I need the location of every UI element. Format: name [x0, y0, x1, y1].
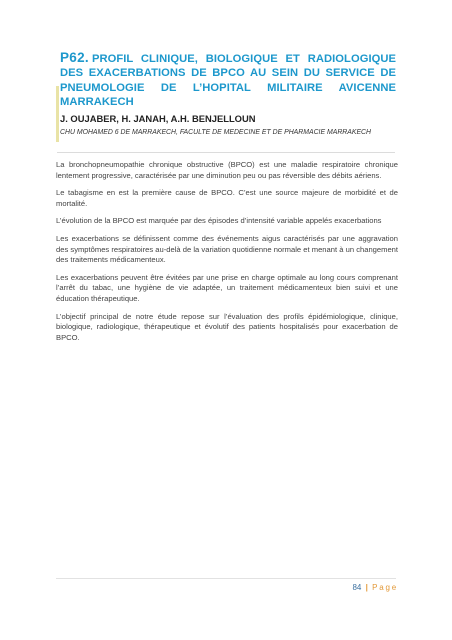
article-title [60, 51, 396, 109]
article-affiliation: CHU MOHAMED 6 DE MARRAKECH, FACULTE DE MEDECINE ET DE PHARMACIE MARRAKECH [60, 129, 372, 137]
page-separator: | [365, 583, 368, 592]
body-paragraph: L’objectif principal de notre étude repose sur l’évaluation des profils épidémiologique, clinique, biologique, radiologique, thérapeutique et évolutif des patients hospitalisés pour exacerbation de BPCO. [56, 311, 398, 342]
body-paragraph: Les exacerbations se définissent comme des événements aigus caractérisés par une aggravation des symptômes respiratoires au-delà de la variation quotidienne normale et menant à un changement des traitements médicamenteux. [56, 233, 398, 265]
article-authors: J. OUJABER, H. JANAH, A.H. BENJELLOUN [60, 113, 256, 125]
article-title-text: PROFIL CLINIQUE, BIOLOGIQUE ET RADIOLOGIQUE DES EXACERBATIONS DE BPCO AU SEIN DU SERVICE DE PNEUMOLOGIE DE L’HOPITAL MILITAIRE AVICENNE MARRAKECH [60, 53, 396, 108]
body-paragraph: L’évolution de la BPCO est marquée par des épisodes d’intensité variable appelés exacerbations [56, 216, 382, 226]
body-paragraph: Le tabagisme en est la première cause de BPCO. C’est une source majeure de morbidité et de mortalité. [56, 188, 398, 208]
article-code: P62. [60, 50, 89, 65]
page-label: Page [372, 583, 398, 592]
article-header [60, 51, 396, 137]
body-paragraph: Les exacerbations peuvent être évitées par une prise en charge optimale au long cours comprenant l’arrêt du tabac, une hygiène de vie adaptée, un traitement médicamenteux bien suivi et une éducation thérapeutique. [56, 272, 398, 303]
title-accent-bar [56, 86, 59, 142]
page-number: 84 [352, 583, 362, 592]
header-divider [57, 152, 395, 153]
article-body [56, 160, 398, 350]
body-paragraph: La bronchopneumopathie chronique obstructive (BPCO) est une maladie respiratoire chronique lentement progressive, caractérisée par une diminution peu ou pas réversible des débits aériens. [56, 160, 398, 180]
footer-divider [56, 578, 396, 579]
page-number-footer [352, 583, 398, 592]
